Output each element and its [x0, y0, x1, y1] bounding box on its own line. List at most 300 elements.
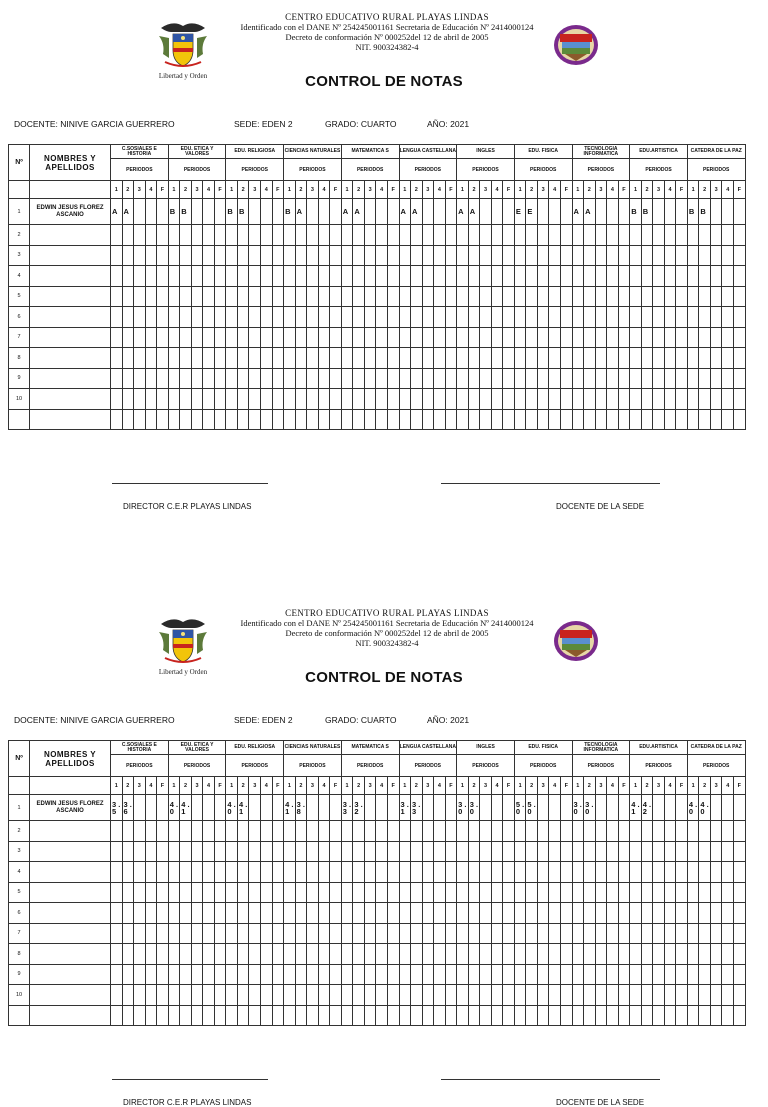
grade-cell — [191, 882, 203, 903]
grade-cell — [411, 348, 423, 369]
grade-cell — [734, 821, 746, 842]
grade-cell — [353, 225, 365, 246]
year-label: AÑO: 2021 — [427, 715, 470, 725]
grade-cell — [549, 964, 561, 985]
grade-cell — [318, 199, 330, 225]
periods-header: PERIODOS — [341, 755, 399, 777]
grade-cell — [560, 348, 572, 369]
grade-cell — [618, 389, 630, 410]
grade-cell — [145, 286, 157, 307]
grade-cell — [468, 1005, 480, 1026]
grade-cell — [434, 903, 446, 924]
student-name-cell — [30, 286, 111, 307]
grade-cell — [653, 199, 665, 225]
grade-cell — [572, 985, 584, 1006]
header-row-subjects — [9, 741, 746, 755]
grade-cell: 3 . 0 — [457, 795, 469, 821]
grade-cell — [734, 985, 746, 1006]
grade-cell — [687, 225, 699, 246]
grade-cell — [214, 199, 226, 225]
grade-cell — [734, 795, 746, 821]
grade-cell — [630, 944, 642, 965]
grade-cell — [249, 944, 261, 965]
grade-cell — [399, 266, 411, 287]
grade-cell — [480, 307, 492, 328]
grade-cell — [376, 368, 388, 389]
grade-cell — [411, 821, 423, 842]
grade-cell — [699, 1005, 711, 1026]
grade-cell — [111, 307, 123, 328]
grade-cell: 5 . 0 — [514, 795, 526, 821]
institution-header — [222, 608, 552, 648]
grade-cell — [653, 795, 665, 821]
period-number: 3 — [307, 777, 319, 795]
grade-cell — [572, 964, 584, 985]
grade-cell — [295, 348, 307, 369]
grade-cell — [687, 245, 699, 266]
grade-cell: B — [168, 199, 180, 225]
grade-cell — [722, 348, 734, 369]
grade-cell — [261, 266, 273, 287]
grade-cell — [353, 389, 365, 410]
grade-cell — [422, 821, 434, 842]
grade-cell — [722, 903, 734, 924]
grade-cell — [560, 841, 572, 862]
grade-cell — [468, 245, 480, 266]
grade-cell — [318, 985, 330, 1006]
grade-cell — [630, 903, 642, 924]
grade-cell — [341, 225, 353, 246]
grade-cell — [514, 821, 526, 842]
grade-cell — [480, 409, 492, 430]
grade-cell — [445, 944, 457, 965]
table-row — [9, 862, 746, 883]
grade-cell — [226, 1005, 238, 1026]
grade-cell — [134, 199, 146, 225]
grade-cell — [272, 882, 284, 903]
grade-cell — [134, 389, 146, 410]
grade-cell — [514, 903, 526, 924]
grade-cell — [364, 225, 376, 246]
subject-header: CATEDRA DE LA PAZ — [687, 145, 745, 159]
grade-cell — [630, 327, 642, 348]
grade-cell — [664, 903, 676, 924]
grade-cell — [584, 389, 596, 410]
grade-cell — [457, 841, 469, 862]
teacher-label: DOCENTE: NINIVE GARCIA GUERRERO — [14, 715, 175, 725]
grade-cell — [134, 245, 146, 266]
period-number: 1 — [572, 777, 584, 795]
grade-label: GRADO: CUARTO — [325, 119, 397, 129]
institution-nit: NIT. 900324382-4 — [355, 42, 419, 52]
grade-cell — [330, 286, 342, 307]
grade-cell: E — [514, 199, 526, 225]
grade-cell — [480, 327, 492, 348]
grade-cell — [180, 903, 192, 924]
periods-header: PERIODOS — [399, 159, 457, 181]
grade-cell: B — [237, 199, 249, 225]
grade-cell: 4 . 0 — [687, 795, 699, 821]
grade-cell — [641, 389, 653, 410]
grade-cell — [641, 903, 653, 924]
grade-cell — [710, 327, 722, 348]
grade-cell — [203, 1005, 215, 1026]
grade-cell — [237, 821, 249, 842]
grade-cell — [491, 821, 503, 842]
grade-cell — [514, 286, 526, 307]
grade-cell — [537, 199, 549, 225]
grade-cell — [480, 368, 492, 389]
grade-cell — [491, 389, 503, 410]
grade-cell — [491, 903, 503, 924]
period-number: F — [560, 777, 572, 795]
grade-cell — [111, 903, 123, 924]
period-number: 4 — [491, 777, 503, 795]
grade-cell — [653, 821, 665, 842]
grade-cell: E — [526, 199, 538, 225]
grade-cell — [134, 985, 146, 1006]
grade-cell — [376, 348, 388, 369]
grade-cell: 3 . 3 — [411, 795, 423, 821]
grade-cell — [422, 795, 434, 821]
grade-cell — [122, 225, 134, 246]
grade-cell — [330, 307, 342, 328]
grade-cell — [434, 944, 446, 965]
grade-cell — [468, 225, 480, 246]
grade-cell — [203, 225, 215, 246]
grade-cell — [261, 389, 273, 410]
grade-cell — [226, 985, 238, 1006]
period-number: F — [272, 181, 284, 199]
grade-cell — [434, 841, 446, 862]
grade-cell — [261, 862, 273, 883]
school-seal-icon — [553, 620, 599, 662]
grade-cell — [457, 862, 469, 883]
grade-cell — [422, 199, 434, 225]
grade-cell — [111, 409, 123, 430]
grade-cell — [249, 903, 261, 924]
grade-cell — [503, 964, 515, 985]
grade-cell — [607, 964, 619, 985]
grade-cell — [630, 862, 642, 883]
grade-cell — [491, 882, 503, 903]
institution-name: CENTRO EDUCATIVO RURAL PLAYAS LINDAS — [285, 12, 489, 22]
grade-cell — [434, 266, 446, 287]
grade-cell — [537, 286, 549, 307]
grade-cell — [653, 841, 665, 862]
grade-cell — [318, 964, 330, 985]
table-row — [9, 1005, 746, 1026]
period-number: 4 — [434, 181, 446, 199]
grade-cell — [399, 389, 411, 410]
grade-cell — [468, 841, 480, 862]
grade-cell — [526, 245, 538, 266]
grade-cell — [249, 862, 261, 883]
grade-cell — [491, 841, 503, 862]
period-number: 1 — [284, 181, 296, 199]
grade-cell — [180, 944, 192, 965]
table-row — [9, 964, 746, 985]
grade-cell — [468, 985, 480, 1006]
period-number: F — [676, 777, 688, 795]
grade-cell — [376, 882, 388, 903]
table-row — [9, 327, 746, 348]
periods-header: PERIODOS — [687, 159, 745, 181]
grade-cell — [630, 307, 642, 328]
grade-cell — [157, 985, 169, 1006]
grade-cell — [249, 821, 261, 842]
period-number: F — [387, 777, 399, 795]
grade-cell — [549, 409, 561, 430]
blank-cell — [9, 777, 30, 795]
grade-cell — [630, 409, 642, 430]
grade-cell — [157, 327, 169, 348]
grade-cell — [641, 985, 653, 1006]
grade-cell — [411, 327, 423, 348]
grade-cell — [537, 409, 549, 430]
grade-cell — [214, 266, 226, 287]
grade-cell — [272, 266, 284, 287]
grade-cell — [618, 409, 630, 430]
grade-cell — [214, 348, 226, 369]
grade-cell — [607, 795, 619, 821]
grade-cell — [353, 266, 365, 287]
grade-cell — [457, 821, 469, 842]
row-number — [9, 1005, 30, 1026]
grade-cell — [145, 307, 157, 328]
grade-cell — [387, 985, 399, 1006]
grade-cell — [526, 944, 538, 965]
grade-cell — [411, 841, 423, 862]
grade-cell — [722, 266, 734, 287]
grade-cell — [514, 307, 526, 328]
grade-cell: 3 . 0 — [584, 795, 596, 821]
periods-header: PERIODOS — [111, 159, 169, 181]
grade-cell — [560, 389, 572, 410]
grade-cell — [734, 882, 746, 903]
grade-cell — [676, 245, 688, 266]
grade-cell — [722, 368, 734, 389]
grade-cell — [145, 368, 157, 389]
grade-cell — [687, 821, 699, 842]
grade-cell — [330, 409, 342, 430]
grade-cell — [411, 903, 423, 924]
grade-cell — [687, 903, 699, 924]
grade-cell — [411, 1005, 423, 1026]
grade-cell — [168, 964, 180, 985]
grade-cell — [514, 923, 526, 944]
grade-cell — [549, 327, 561, 348]
grade-cell — [457, 286, 469, 307]
header-row-periods — [9, 159, 746, 181]
grade-cell — [145, 348, 157, 369]
grade-cell — [584, 368, 596, 389]
grade-cell — [422, 985, 434, 1006]
subject-header: EDU. ETICA Y VALORES — [168, 145, 226, 159]
grade-cell — [214, 964, 226, 985]
grade-cell — [699, 944, 711, 965]
grade-cell — [330, 368, 342, 389]
grade-cell — [699, 964, 711, 985]
grade-cell — [653, 923, 665, 944]
grade-cell — [387, 1005, 399, 1026]
grade-cell — [180, 348, 192, 369]
grade-cell — [595, 795, 607, 821]
grade-cell — [664, 286, 676, 307]
grade-cell — [168, 368, 180, 389]
grade-cell — [387, 307, 399, 328]
grade-cell — [560, 286, 572, 307]
grade-cell — [411, 225, 423, 246]
grade-cell — [445, 841, 457, 862]
grade-cell — [676, 923, 688, 944]
grade-cell — [399, 245, 411, 266]
grade-cell — [422, 245, 434, 266]
grade-cell — [272, 923, 284, 944]
grade-cell — [272, 348, 284, 369]
grade-cell — [203, 348, 215, 369]
grade-cell — [699, 225, 711, 246]
grade-cell — [261, 307, 273, 328]
table-row — [9, 199, 746, 225]
periods-header: PERIODOS — [226, 159, 284, 181]
grade-cell — [549, 225, 561, 246]
grade-cell — [111, 944, 123, 965]
grade-cell — [191, 307, 203, 328]
grade-cell — [537, 389, 549, 410]
grade-cell — [134, 841, 146, 862]
grade-cell — [226, 862, 238, 883]
grade-cell — [307, 266, 319, 287]
grade-cell — [734, 923, 746, 944]
grade-cell — [111, 348, 123, 369]
grade-cell — [445, 1005, 457, 1026]
grade-cell — [364, 348, 376, 369]
grade-cell — [330, 795, 342, 821]
grade-cell — [572, 348, 584, 369]
grade-cell — [641, 327, 653, 348]
period-number: 3 — [134, 777, 146, 795]
grade-cell — [157, 862, 169, 883]
grade-cell — [618, 307, 630, 328]
row-number: 3 — [9, 245, 30, 266]
periods-header: PERIODOS — [284, 159, 342, 181]
grade-cell — [387, 348, 399, 369]
subject-header: INGLES — [457, 145, 515, 159]
period-number: 2 — [411, 181, 423, 199]
period-number: 3 — [537, 181, 549, 199]
grade-cell — [549, 985, 561, 1006]
period-number: 1 — [514, 181, 526, 199]
grade-cell — [734, 1005, 746, 1026]
grade-cell — [134, 882, 146, 903]
grade-cell — [618, 266, 630, 287]
grade-cell — [237, 841, 249, 862]
grade-cell — [699, 985, 711, 1006]
grade-cell — [537, 841, 549, 862]
subject-header: EDU. FISICA — [514, 741, 572, 755]
student-name-cell — [30, 225, 111, 246]
period-number: 3 — [653, 181, 665, 199]
period-number: 3 — [191, 181, 203, 199]
grade-cell — [618, 327, 630, 348]
grade-cell — [549, 882, 561, 903]
grade-cell — [272, 199, 284, 225]
grade-cell — [572, 841, 584, 862]
grade-cell — [653, 307, 665, 328]
grade-cell — [214, 389, 226, 410]
grade-cell — [284, 964, 296, 985]
grade-cell — [653, 348, 665, 369]
grade-cell — [341, 409, 353, 430]
grade-cell — [710, 882, 722, 903]
grade-cell — [653, 964, 665, 985]
grade-cell — [491, 944, 503, 965]
grade-cell — [318, 882, 330, 903]
grade-cell — [157, 286, 169, 307]
grade-cell — [387, 368, 399, 389]
grade-cell — [284, 389, 296, 410]
grade-cell — [353, 903, 365, 924]
table-row — [9, 882, 746, 903]
table-row — [9, 368, 746, 389]
grade-cell — [191, 266, 203, 287]
grade-cell — [503, 307, 515, 328]
grade-cell — [111, 882, 123, 903]
grade-cell — [491, 795, 503, 821]
grade-cell — [134, 923, 146, 944]
table-row — [9, 348, 746, 369]
row-number: 6 — [9, 903, 30, 924]
grade-cell — [111, 225, 123, 246]
grade-cell — [699, 903, 711, 924]
student-name-cell — [30, 985, 111, 1006]
grade-cell — [549, 903, 561, 924]
grade-cell — [722, 307, 734, 328]
grade-cell — [687, 923, 699, 944]
grade-cell — [607, 882, 619, 903]
period-number: 2 — [237, 181, 249, 199]
grade-cell — [237, 862, 249, 883]
grade-cell — [630, 286, 642, 307]
grade-cell — [134, 307, 146, 328]
grade-cell — [157, 245, 169, 266]
grade-cell — [203, 389, 215, 410]
grade-cell — [584, 307, 596, 328]
institution-decree: Decreto de conformación Nº 000252del 12 de abril de 2005 — [285, 32, 489, 42]
grade-cell — [226, 903, 238, 924]
grade-cell — [191, 985, 203, 1006]
grade-cell — [676, 821, 688, 842]
period-number: 1 — [341, 777, 353, 795]
period-number: 3 — [307, 181, 319, 199]
grade-cell — [468, 903, 480, 924]
grade-cell — [111, 841, 123, 862]
grade-cell — [526, 985, 538, 1006]
grade-cell — [249, 409, 261, 430]
table-row — [9, 985, 746, 1006]
grade-cell — [664, 327, 676, 348]
grade-cell — [572, 944, 584, 965]
grade-cell — [376, 307, 388, 328]
row-number: 1 — [9, 199, 30, 225]
grade-cell — [630, 1005, 642, 1026]
grade-cell: B — [641, 199, 653, 225]
grade-cell — [272, 903, 284, 924]
grade-cell — [203, 795, 215, 821]
grade-cell — [549, 245, 561, 266]
grade-cell — [607, 225, 619, 246]
